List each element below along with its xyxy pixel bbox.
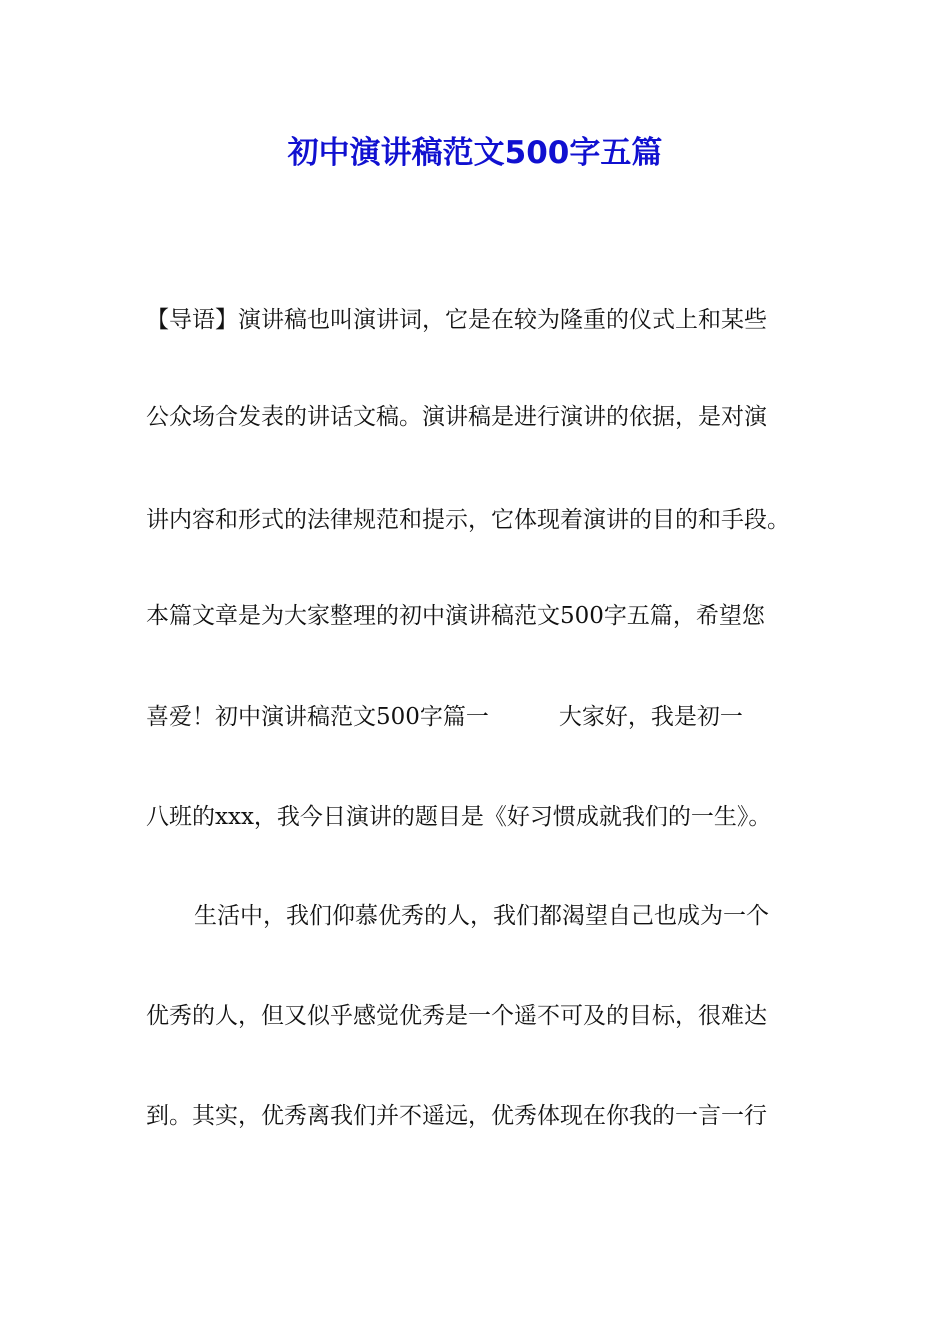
text-line-1: 【导语】演讲稿也叫演讲词，它是在较为隆重的仪式上和某些 <box>146 307 767 333</box>
document-title: 初中演讲稿范文500字五篇 <box>287 135 663 171</box>
text-line-4: 本篇文章是为大家整理的初中演讲稿范文500字五篇，希望您 <box>146 603 765 629</box>
text-line-5 <box>146 701 743 733</box>
text-line-2: 公众场合发表的讲话文稿。演讲稿是进行演讲的依据，是对演 <box>146 404 767 430</box>
subsection-heading: 喜爱！初中演讲稿范文500字篇一 <box>146 704 489 730</box>
text-line-3: 讲内容和形式的法律规范和提示，它体现着演讲的目的和手段。 <box>146 507 790 533</box>
text-line-6: 八班的xxx，我今日演讲的题目是《好习惯成就我们的一生》。 <box>146 804 772 830</box>
greeting-text: 大家好，我是初一 <box>558 704 743 730</box>
text-line-8: 优秀的人，但又似乎感觉优秀是一个遥不可及的目标，很难达 <box>146 1003 767 1029</box>
text-line-7: 生活中，我们仰慕优秀的人，我们都渴望自己也成为一个 <box>194 903 769 929</box>
text-line-9: 到。其实，优秀离我们并不遥远，优秀体现在你我的一言一行 <box>146 1103 767 1129</box>
